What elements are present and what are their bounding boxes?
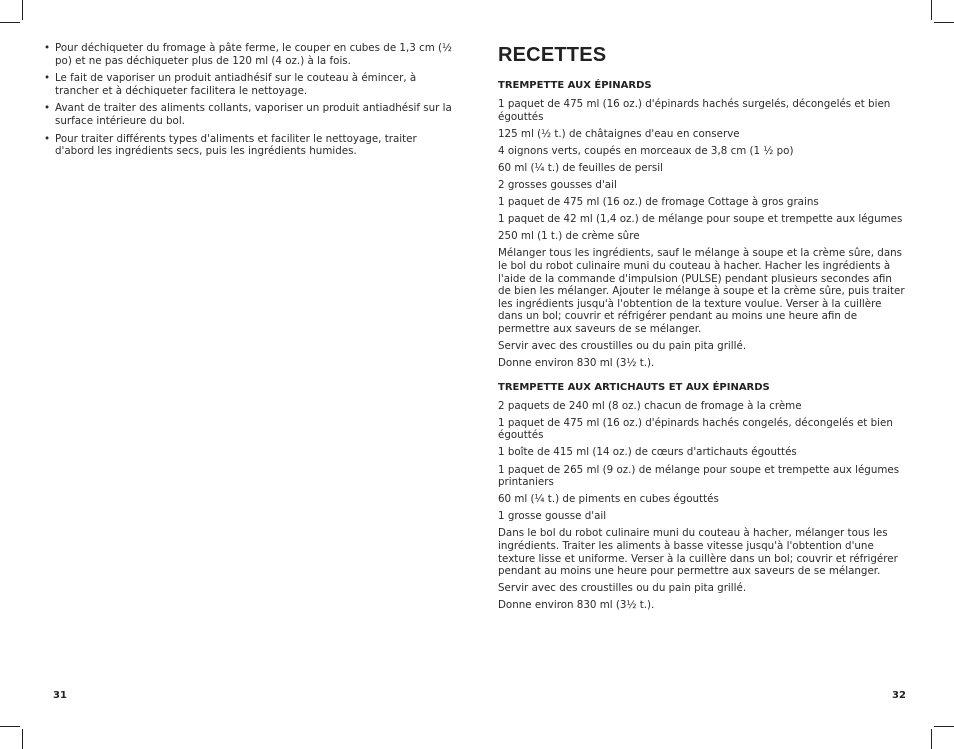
recipe-instructions: Dans le bol du robot culinaire muni du couteau à hacher, mélanger tous les ingrédients. Traiter les aliments à basse vitesse jusqu'à l'obtention d'une texture lisse et uniforme. Verser à la cuillère dans un bol; couvrir et réfrigérer pendant au moins une heure pour permettre aux saveurs de se mélanger.: [498, 527, 898, 578]
recipe-serving: Servir avec des croustilles ou du pain pita grillé.: [498, 582, 747, 595]
recipe-line: 1 paquet de 475 ml (16 oz.) d'épinards hachés surgelés, décongelés et bien égouttés: [498, 98, 891, 123]
recipe-yield: Donne environ 830 ml (3½ t.).: [498, 599, 655, 612]
tip-item: [44, 72, 456, 97]
crop-mark-top-left-v: [22, 0, 23, 20]
recipe-artichoke-spinach-dip: [498, 382, 908, 612]
tip-item: [44, 102, 456, 127]
bullet-icon: •: [44, 42, 51, 54]
tips-list: [44, 42, 456, 158]
crop-mark-bottom-right-v: [931, 729, 932, 749]
left-page-column: [44, 42, 456, 163]
page-title: RECETTES: [498, 44, 607, 66]
recipe-line: 1 paquet de 475 ml (16 oz.) de fromage Cottage à gros grains: [498, 196, 819, 209]
tip-item: [44, 42, 456, 67]
recipe-line: 60 ml (¼ t.) de feuilles de persil: [498, 161, 663, 174]
crop-mark-bottom-right-h: [934, 726, 954, 727]
recipe-yield: Donne environ 830 ml (3½ t.).: [498, 357, 655, 370]
bullet-icon: •: [44, 72, 51, 85]
recipe-line: 60 ml (¼ t.) de piments en cubes égouttés: [498, 493, 719, 506]
recipe-line: 250 ml (1 t.) de crème sûre: [498, 230, 640, 243]
crop-mark-bottom-left-v: [22, 729, 23, 749]
tip-item: [44, 133, 456, 158]
recipe-instructions: Mélanger tous les ingrédients, sauf le mélange à soupe et la crème sûre, dans le bol du robot culinaire muni du couteau à hacher. Hacher les ingrédients à l'aide de la commande d'impulsion (PULSE) pendant plusieurs secondes afin de bien les mélanger. Ajouter le mélange à soupe et la crème sûre, puis traiter les ingrédients jusqu'à l'obtention de la texture voulue. Verser à la cuillère dans un bol; couvrir et réfrigérer pendant au moins une heure afin de permettre aux saveurs de se mélanger.: [498, 247, 905, 335]
tip-text: Pour déchiqueter du fromage à pâte ferme, le couper en cubes de 1,3 cm (½ po) et ne pas déchiqueter plus de 120 ml (4 oz.) à la fois.: [55, 42, 453, 67]
recipe-title: TREMPETTE AUX ARTICHAUTS ET AUX ÉPINARDS: [498, 381, 770, 393]
recipe-line: 2 paquets de 240 ml (8 oz.) chacun de fromage à la crème: [498, 399, 802, 412]
recipe-serving: Servir avec des croustilles ou du pain pita grillé.: [498, 340, 747, 352]
crop-mark-top-left-h: [0, 22, 20, 23]
recipe-line: 125 ml (½ t.) de châtaignes d'eau en conserve: [498, 127, 740, 140]
recipe-line: 1 paquet de 42 ml (1,4 oz.) de mélange pour soupe et trempette aux légumes: [498, 213, 903, 226]
crop-mark-top-right-v: [931, 0, 932, 20]
bullet-icon: •: [44, 132, 51, 145]
crop-mark-top-right-h: [934, 22, 954, 23]
recipe-line: 2 grosses gousses d'ail: [498, 178, 617, 191]
recipe-line: 1 boîte de 415 ml (14 oz.) de cœurs d'artichauts égouttés: [498, 446, 797, 459]
bullet-icon: •: [44, 102, 51, 115]
tip-text: Le fait de vaporiser un produit antiadhésif sur le couteau à émincer, à trancher et à déchiqueter facilitera le nettoyage.: [55, 72, 417, 97]
right-page-column: [498, 44, 908, 624]
right-page-number: 32: [892, 690, 906, 701]
recipe-line: 1 paquet de 475 ml (16 oz.) d'épinards hachés congelés, décongelés et bien égouttés: [498, 416, 893, 442]
recipe-spinach-dip: [498, 80, 908, 370]
tip-text: Pour traiter différents types d'aliments et faciliter le nettoyage, traiter d'abord les ingrédients secs, puis les ingrédients humides.: [55, 132, 417, 158]
recipe-line: 1 grosse gousse d'ail: [498, 510, 607, 523]
recipe-line: 1 paquet de 265 ml (9 oz.) de mélange pour soupe et trempette aux légumes printaniers: [498, 463, 900, 489]
left-page-number: 31: [53, 690, 67, 701]
crop-mark-bottom-left-h: [0, 726, 20, 727]
tip-text: Avant de traiter des aliments collants, vaporiser un produit antiadhésif sur la surface intérieure du bol.: [55, 102, 452, 127]
recipe-line: 4 oignons verts, coupés en morceaux de 3,8 cm (1 ½ po): [498, 144, 794, 157]
recipe-title: TREMPETTE AUX ÉPINARDS: [498, 80, 652, 91]
